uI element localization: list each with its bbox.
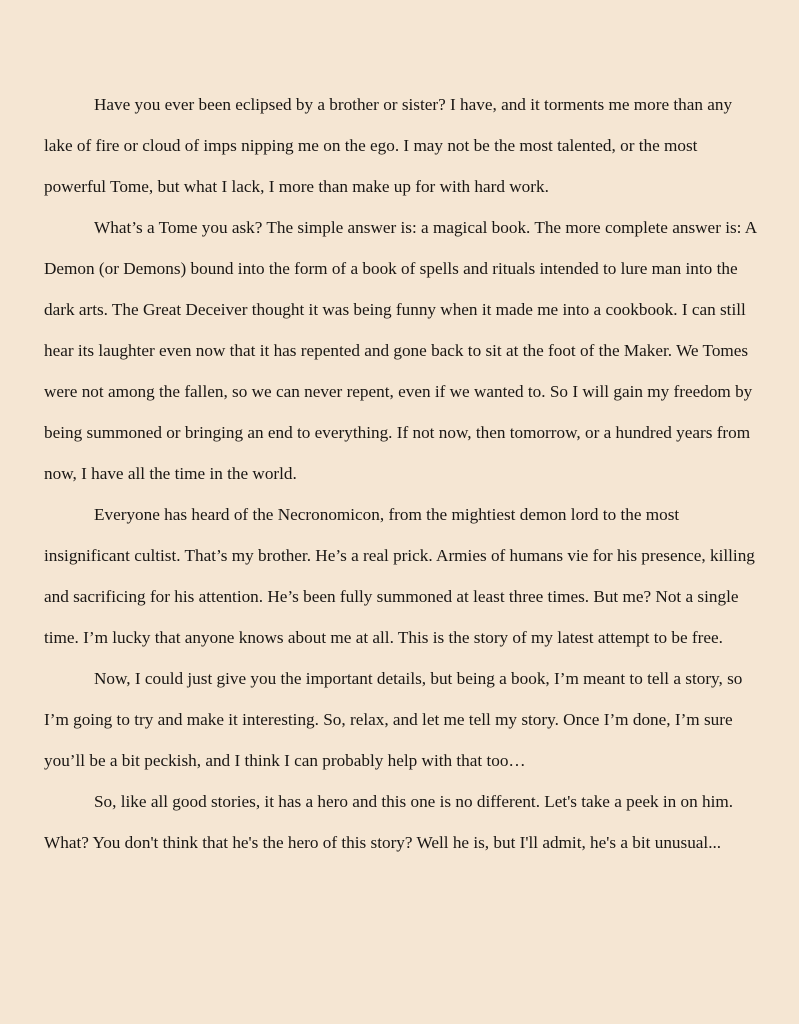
- paragraph-3: Everyone has heard of the Necronomicon, from the mightiest demon lord to the most insignificant cultist. That’s my brother. He’s a real prick. Armies of humans vie for his presence, killing and sacrificing for his attention. He’s been fully summoned at least three times. But me? Not a single time. I’m lucky that anyone knows about me at all. This is the story of my latest attempt to be free.: [44, 505, 755, 647]
- paragraph-2: What’s a Tome you ask? The simple answer is: a magical book. The more complete answer is: A Demon (or Demons) bound into the form of a book of spells and rituals intended to lure man into the dark arts. The Great Deceiver thought it was being funny when it made me into a cookbook. I can still hear its laughter even now that it has repented and gone back to sit at the foot of the Maker. We Tomes were not among the fallen, so we can never repent, even if we wanted to. So I will gain my freedom by being summoned or bringing an end to everything. If not now, then tomorrow, or a hundred years from now, I have all the time in the world.: [44, 218, 757, 483]
- paragraph-4: Now, I could just give you the important details, but being a book, I’m meant to tell a story, so I’m going to try and make it interesting. So, relax, and let me tell my story. Once I’m done, I’m sure you’ll be a bit peckish, and I think I can probably help with that too…: [44, 669, 743, 770]
- paragraph-5: So, like all good stories, it has a hero and this one is no different. Let's take a peek in on him. What? You don't think that he's the hero of this story? Well he is, but I'll admit, he's a bit unusual...: [44, 792, 734, 852]
- body-text: [44, 84, 760, 863]
- paragraph-1: Have you ever been eclipsed by a brother or sister? I have, and it torments me more than any lake of fire or cloud of imps nipping me on the ego. I may not be the most talented, or the most powerful Tome, but what I lack, I more than make up for with hard work.: [44, 95, 733, 196]
